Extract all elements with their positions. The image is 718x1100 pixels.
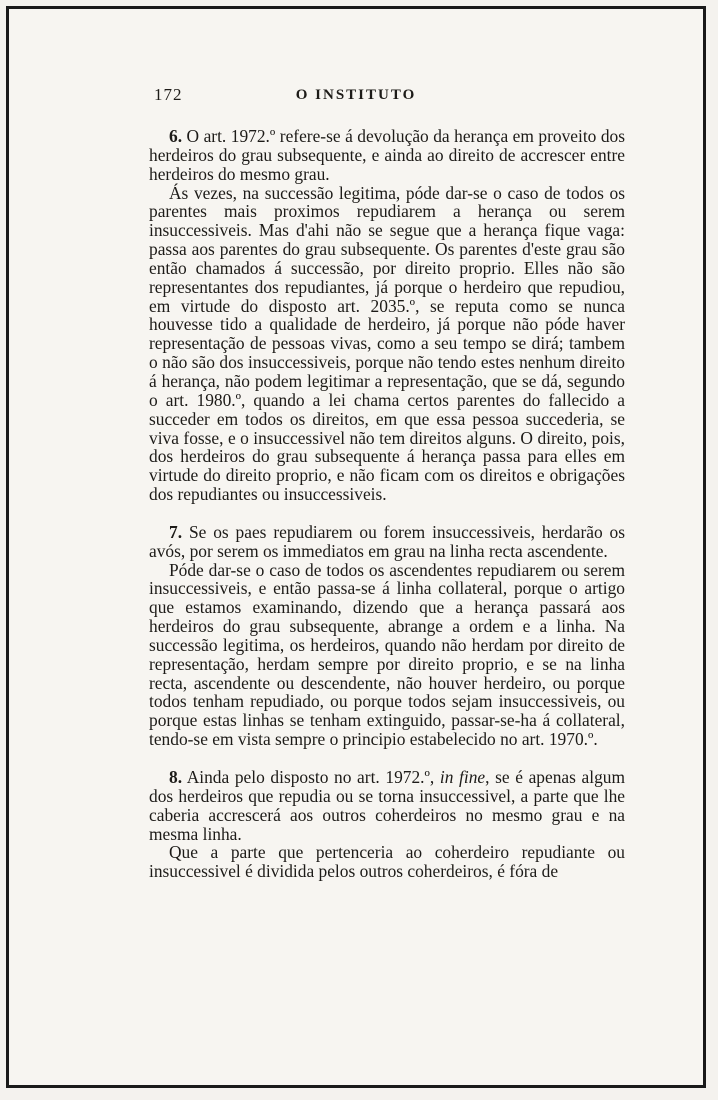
paragraph (149, 127, 625, 184)
paragraph-text: Ás vezes, na successão legitima, póde dar-se o caso de todos os parentes mais proximos repudiarem a herança ou serem insuccessiveis. Mas d'ahi não se segue que a herança fique vaga: passa aos parentes do grau subsequente. Os parentes d'este grau são então chamados á successão, por direito proprio. Elles não são representantes dos repudiantes, já porque o herdeiro que repudiou, em virtude do disposto art. 2035.º, se reputa como se nunca houvesse tido a qualidade de herdeiro, já porque não póde haver representação de pessoas vivas, como a seu tempo se dirá; tambem o não são dos insuccessiveis, porque não tendo estes nenhum direito á herança, não podem legitimar a representação, que se dá, segundo o art. 1980.º, quando a lei chama certos parentes do fallecido a succeder em todos os direitos, em que essa pessoa succederia, se viva fosse, e o insuccessivel não tem direitos alguns. O direito, pois, dos herdeiros do grau subsequente á herança passa para elles em virtude do direito proprio, e não ficam com os direitos e obrigações dos repudiantes ou insuccessiveis. (149, 182, 625, 505)
paragraph (149, 843, 625, 881)
paragraph (149, 184, 625, 504)
section-number: 6. (169, 126, 183, 146)
section-number: 7. (169, 521, 183, 542)
paragraph (149, 523, 625, 561)
paragraph (149, 768, 625, 843)
paragraph-text: O art. 1972.º refere-se á devolução da herança em proveito dos herdeiros do grau subsequente, e ainda ao direito de accrescer entre herdeiros do mesmo grau. (149, 126, 625, 184)
page-header (9, 85, 703, 109)
page-number: 172 (154, 85, 183, 104)
section-number: 8. (169, 767, 183, 787)
paragraph-text: Póde dar-se o caso de todos os ascendentes repudiarem ou serem insuccessiveis, e então passa-se á linha collateral, porque o artigo que estamos examinando, dizendo que a herança passará aos herdeiros do grau subsequente, abrange a ordem e a linha. Na successão legitima, os herdeiros, quando não herdam por direito de representação, herdam sempre por direito proprio, e se na linha recta, ascendente ou descendente, não houver herdeiro, ou porque todos tenham repudiado, ou porque todos sejam insuccessiveis, ou porque estas linhas se tenham extinguido, passar-se-ha á collateral, tendo-se em vista sempre o principio estabelecido no art. 1970.º. (149, 559, 625, 750)
book-page (6, 6, 706, 1088)
body-text (149, 127, 625, 881)
paragraph-text: Se os paes repudiarem ou forem insuccessiveis, herdarão os avós, por serem os immediatos em grau na linha recta ascendente. (149, 521, 625, 561)
running-title: O INSTITUTO (295, 87, 417, 103)
paragraph (149, 561, 625, 749)
paragraph-text: Que a parte que pertenceria ao coherdeiro repudiante ou insuccessivel é dividida pelos outros coherdeiros, é fóra de (149, 842, 625, 882)
paragraph-text: Ainda pelo disposto no art. 1972.º, in fine, se é apenas algum dos herdeiros que repudia ou se torna insuccessivel, a parte que lhe caberia accrescerá aos outros coherdeiros no mesmo grau e na mesma linha. (149, 767, 626, 844)
